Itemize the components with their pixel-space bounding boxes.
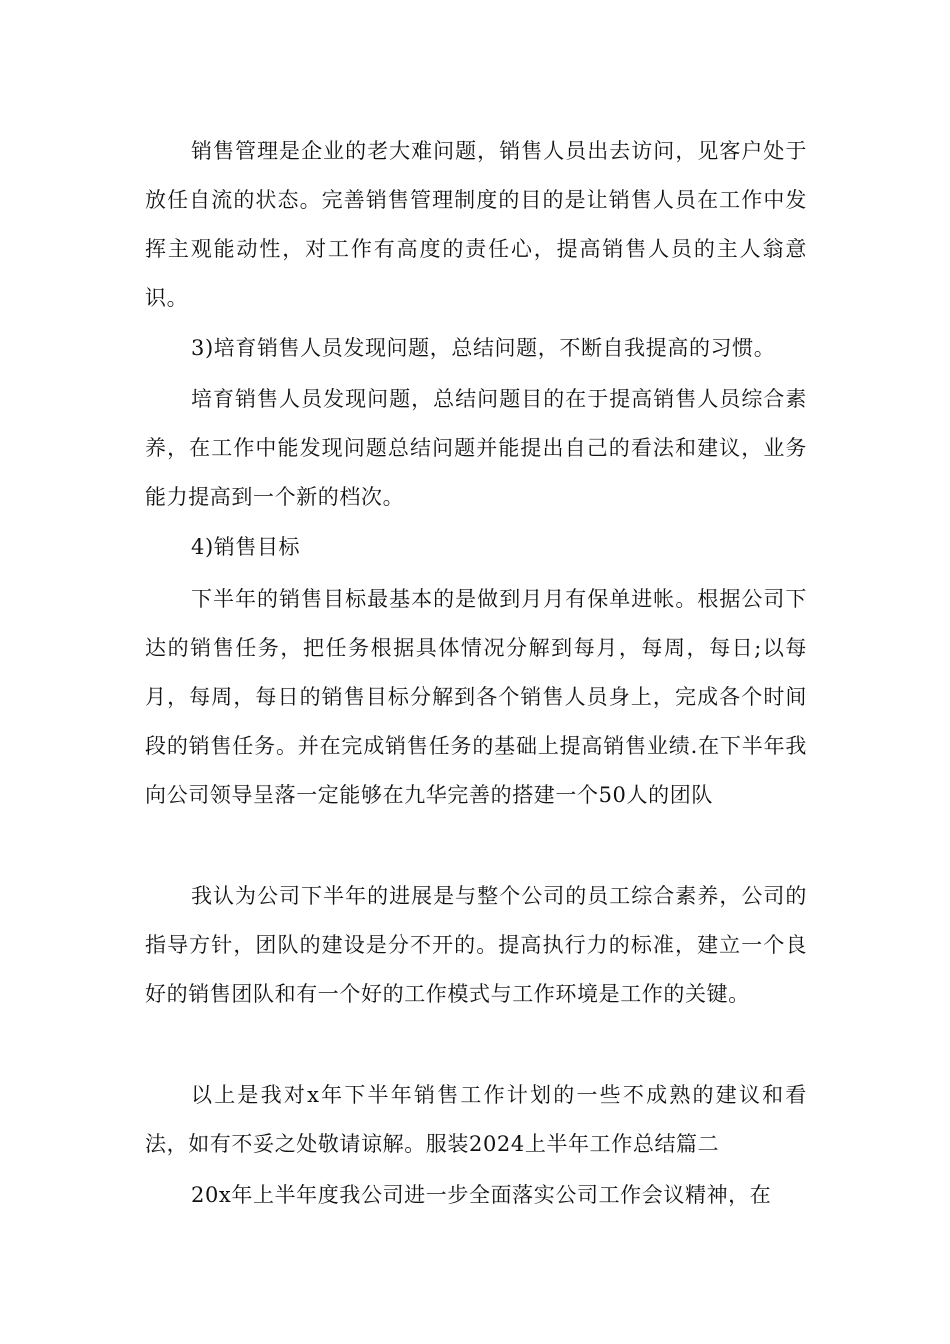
paragraph-item-3-heading: 3)培育销售人员发现问题，总结问题，不断自我提高的习惯。 (191, 336, 776, 360)
paragraph-company-progress: 我认为公司下半年的进展是与整个公司的员工综合素养，公司的指导方针，团队的建设是分不开的。提高执行力的标准，建立一个良好的销售团队和有一个好的工作模式与工作环境是工作的关键。 (145, 884, 807, 1006)
paragraph-sales-management: 销售管理是企业的老大难问题，销售人员出去访问，见客户处于放任自流的状态。完善销售管理制度的目的是让销售人员在工作中发挥主观能动性，对工作有高度的责任心，提高销售人员的主人翁意识。 (145, 139, 807, 310)
paragraph-item-4-heading: 4)销售目标 (191, 535, 301, 559)
paragraph-part-two-intro: 20x年上半年度我公司进一步全面落实公司工作会议精神，在 (191, 1183, 772, 1207)
paragraph-problem-solving: 培育销售人员发现问题，总结问题目的在于提高销售人员综合素养，在工作中能发现问题总结问题并能提出自己的看法和建议，业务能力提高到一个新的档次。 (145, 387, 807, 509)
paragraph-sales-target: 下半年的销售目标最基本的是做到月月有保单进帐。根据公司下达的销售任务，把任务根据具体情况分解到每月，每周，每日;以每月，每周，每日的销售目标分解到各个销售人员身上，完成各个时间段的销售任务。并在完成销售任务的基础上提高销售业绩.在下半年我向公司领导呈落一定能够在九华完善的搭建一个50人的团队 (145, 587, 807, 807)
paragraph-conclusion: 以上是我对x年下半年销售工作计划的一些不成熟的建议和看法，如有不妥之处敬请谅解。服装2024上半年工作总结篇二 (145, 1083, 807, 1156)
